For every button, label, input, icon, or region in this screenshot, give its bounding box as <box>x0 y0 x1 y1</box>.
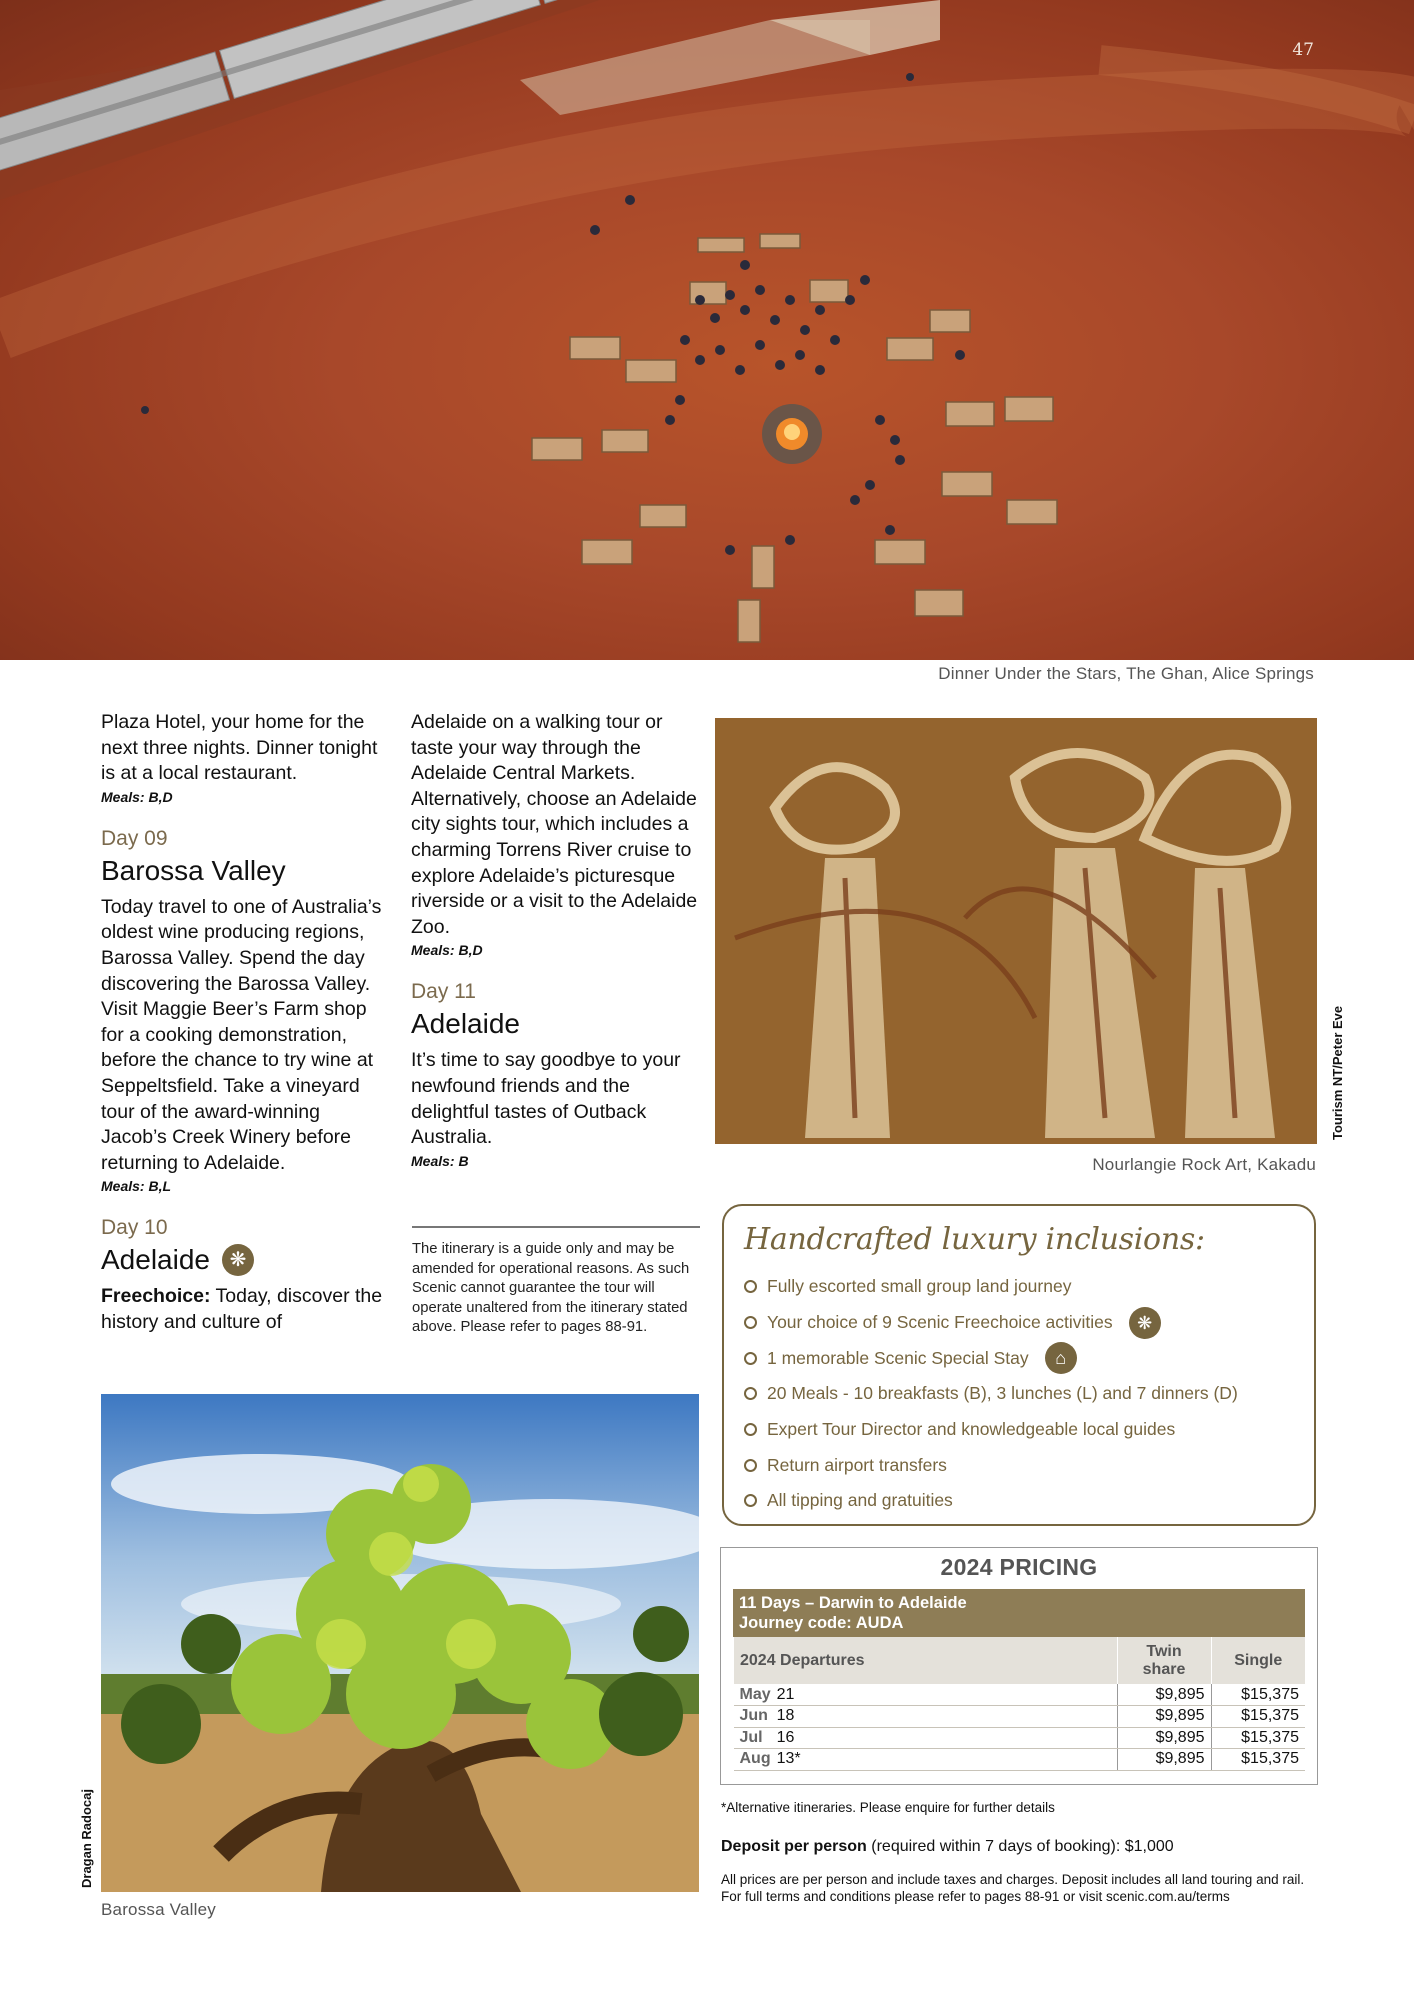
inclusions-box <box>722 1204 1316 1526</box>
table-row: Jun 18 $9,895 $15,375 <box>734 1706 1306 1728</box>
day11-title: Adelaide <box>411 1008 520 1040</box>
bullet-icon <box>744 1316 757 1329</box>
day10-continued-text: Adelaide on a walking tour or taste your way through the Adelaide Central Markets. Alternatively, choose an Adelaide city sights tour, which includes a charming Torrens River cruise to explore Adelaide’s picturesque riverside or a visit to the Adelaide Zoo. <box>411 711 698 938</box>
inclusion-item: Fully escorted small group land journey <box>744 1269 1294 1305</box>
vineyard-scene <box>101 1394 699 1892</box>
vineyard-caption: Barossa Valley <box>101 1900 216 1919</box>
itinerary-column-1 <box>101 710 383 1336</box>
bullet-icon <box>744 1459 757 1472</box>
rock-art-scene <box>715 718 1317 1144</box>
day11-label: Day 11 <box>411 980 476 1004</box>
hero-caption: Dinner Under the Stars, The Ghan, Alice Springs <box>938 664 1314 683</box>
vineyard-photo <box>101 1394 699 1892</box>
inclusion-item: Return airport transfers <box>744 1447 1294 1483</box>
vineyard-credit: Dragan Radocaj <box>79 1789 94 1888</box>
table-row: May 21 $9,895 $15,375 <box>734 1684 1306 1706</box>
inclusion-item: 1 memorable Scenic Special Stay ⌂ <box>744 1340 1294 1376</box>
table-row: Aug 13* $9,895 $15,375 <box>734 1749 1306 1771</box>
inclusion-item: Your choice of 9 Scenic Freechoice activities ❋ <box>744 1305 1294 1341</box>
special-stay-icon <box>1045 1342 1077 1374</box>
day10-meals: Meals: B,D <box>411 942 483 959</box>
hero-scene <box>0 0 1414 660</box>
day08-continued-text: Plaza Hotel, your home for the next three nights. Dinner tonight is at a local restaurant. <box>101 711 378 785</box>
itinerary-column-2 <box>411 710 701 1171</box>
twin-share-header: Twin share <box>1117 1637 1211 1684</box>
day10-title: Adelaide ❋ <box>101 1242 383 1278</box>
bullet-icon <box>744 1352 757 1365</box>
day11-meals: Meals: B <box>411 1152 469 1169</box>
pricing-table <box>733 1637 1305 1771</box>
rock-art-photo <box>715 718 1317 1144</box>
bullet-icon <box>744 1280 757 1293</box>
day09-title: Barossa Valley <box>101 854 286 886</box>
deposit-line: Deposit per person (required within 7 days of booking): $1,000 <box>721 1838 1174 1855</box>
page-number: 47 <box>1292 40 1314 60</box>
bullet-icon <box>744 1387 757 1400</box>
inclusion-item: 20 Meals - 10 breakfasts (B), 3 lunches (L) and 7 dinners (D) <box>744 1376 1294 1412</box>
inclusions-list <box>744 1269 1294 1519</box>
inclusion-item: Expert Tour Director and knowledgeable local guides <box>744 1412 1294 1448</box>
journey-code: Journey code: AUDA <box>739 1614 904 1632</box>
table-row: Jul 16 $9,895 $15,375 <box>734 1727 1306 1749</box>
day09-label: Day 09 <box>101 826 168 850</box>
pricing-title: 2024 PRICING <box>940 1554 1098 1580</box>
rock-art-credit: Tourism NT/Peter Eve <box>1330 1005 1345 1140</box>
single-header: Single <box>1211 1637 1305 1684</box>
hero-photo <box>0 0 1414 660</box>
day09-meals: Meals: B,L <box>101 1178 172 1195</box>
day09-text: Today travel to one of Australia’s oldest wine producing regions, Barossa Valley. Spend the day discovering the Barossa Valley. Visit Maggie Beer’s Farm shop for a cooking demonstration, before the chance to try wine at Seppeltsfield. Take a vineyard tour of the award-winning Jacob’s Creek Winery before returning to Adelaide. <box>101 895 382 1174</box>
inclusion-item: All tipping and gratuities <box>744 1483 1294 1519</box>
bullet-icon <box>744 1494 757 1507</box>
departures-header: 2024 Departures <box>734 1637 1118 1684</box>
pricing-box <box>720 1547 1318 1785</box>
pricing-footnote: *Alternative itineraries. Please enquire for further details <box>721 1800 1055 1815</box>
trip-name: 11 Days – Darwin to Adelaide <box>739 1594 967 1612</box>
freechoice-icon <box>1129 1307 1161 1339</box>
freechoice-icon <box>222 1244 254 1276</box>
day11-text: It’s time to say goodbye to your newfound friends and the delightful tastes of Outback Australia. <box>411 1049 681 1149</box>
day08-meals: Meals: B,D <box>101 788 173 805</box>
itinerary-disclaimer: The itinerary is a guide only and may be amended for operational reasons. As such Scenic cannot guarantee the tour will operate unaltered from the itinerary stated above. Please refer to pages 88-91. <box>412 1226 700 1338</box>
bullet-icon <box>744 1423 757 1436</box>
rock-art-caption: Nourlangie Rock Art, Kakadu <box>1092 1155 1316 1174</box>
day10-label: Day 10 <box>101 1216 168 1240</box>
trip-header <box>733 1589 1305 1637</box>
day10-text: Freechoice: Today, discover the history and culture of <box>101 1285 383 1333</box>
inclusions-title: Handcrafted luxury inclusions: <box>744 1222 1205 1257</box>
terms-text: All prices are per person and include taxes and charges. Deposit includes all land touring and rail. For full terms and conditions please refer to pages 88-91 or visit scenic.com.au/terms <box>721 1872 1305 1904</box>
